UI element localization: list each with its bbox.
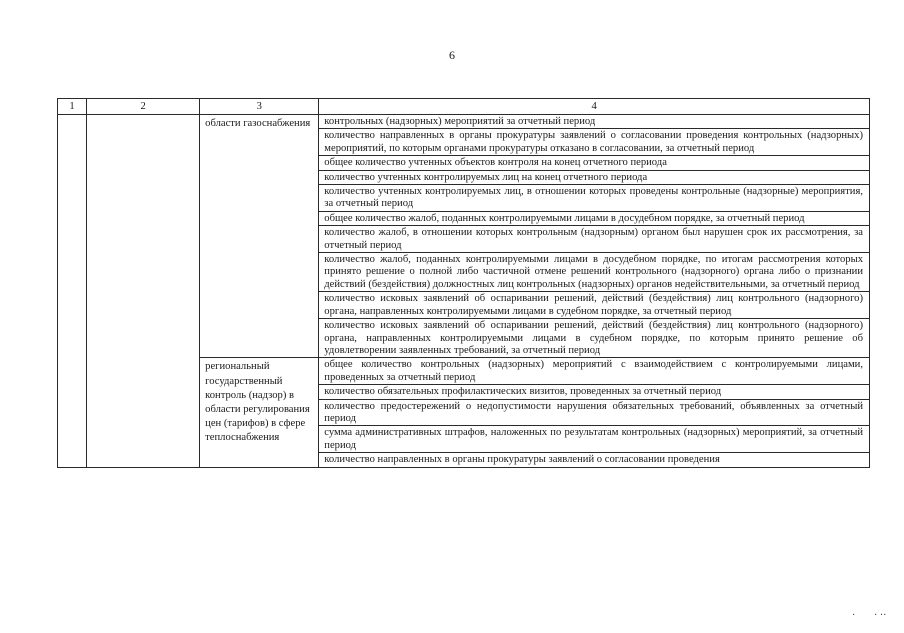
indicator-cell: количество предостережений о недопустимости нарушения обязательных требований, объявленных за отчетный период xyxy=(319,399,870,426)
indicator-cell: контрольных (надзорных) мероприятий за отчетный период xyxy=(319,115,870,129)
column-header-4: 4 xyxy=(319,99,870,115)
column-header-2: 2 xyxy=(87,99,200,115)
indicator-cell: общее количество учтенных объектов контроля на конец отчетного периода xyxy=(319,156,870,170)
page-number: 6 xyxy=(449,48,455,62)
indicator-cell: количество жалоб, в отношении которых контрольным (надзорным) органом был нарушен срок их рассмотрения, за отчетный период xyxy=(319,226,870,253)
indicator-cell: количество обязательных профилактических визитов, проведенных за отчетный период xyxy=(319,385,870,399)
indicator-cell: количество учтенных контролируемых лиц, в отношении которых проведены контрольные (надзорные) мероприятия, за отчетный период xyxy=(319,185,870,212)
indicator-cell: общее количество контрольных (надзорных) мероприятий с взаимодействием с контролируемыми лицами, проведенных за отчетный период xyxy=(319,358,870,385)
indicator-cell: сумма административных штрафов, наложенных по результатам контрольных (надзорных) мероприятий, за отчетный период xyxy=(319,426,870,453)
indicator-cell: количество направленных в органы прокуратуры заявлений о согласовании проведения xyxy=(319,453,870,467)
table-header-row xyxy=(58,99,870,115)
indicator-cell: количество жалоб, поданных контролируемыми лицами в досудебном порядке, по итогам рассмотрения которых принято решение о полной либо частичной отмене решений контрольного (надзорного) органа либо о признании действий (бездействия) должностных лиц контрольных (надзорных) органов недействительными, за отчетный период xyxy=(319,253,870,292)
indicator-cell: количество исковых заявлений об оспаривании решений, действий (бездействия) лиц контрольного (надзорного) органа, направленных контролируемыми лицами в судебном порядке, по которым принято решение об удовлетворении заявленных требований, за отчетный период xyxy=(319,319,870,358)
column-2-cell xyxy=(87,115,200,468)
column-header-1: 1 xyxy=(58,99,87,115)
scan-mark: · xyxy=(852,610,856,621)
column-header-3: 3 xyxy=(200,99,319,115)
indicator-cell: количество направленных в органы прокуратуры заявлений о согласовании проведения контрольных (надзорных) мероприятий, по которым органами прокуратуры отказано в согласовании, за отчетный период xyxy=(319,129,870,156)
control-area-cell: области газоснабжения xyxy=(200,115,319,358)
scan-mark: · ·· xyxy=(874,610,887,621)
control-area-cell: региональный государственный контроль (надзор) в области регулирования цен (тарифов) в сфере теплоснабжения xyxy=(200,358,319,467)
column-1-cell xyxy=(58,115,87,468)
indicator-cell: количество учтенных контролируемых лиц на конец отчетного периода xyxy=(319,170,870,184)
indicator-cell: общее количество жалоб, поданных контролируемыми лицами в досудебном порядке, за отчетный период xyxy=(319,211,870,225)
indicator-cell: количество исковых заявлений об оспаривании решений, действий (бездействия) лиц контрольного (надзорного) органа, направленных контролируемыми лицами в судебном порядке, за отчетный период xyxy=(319,292,870,319)
table-row xyxy=(58,115,870,129)
indicator-table xyxy=(57,98,870,468)
